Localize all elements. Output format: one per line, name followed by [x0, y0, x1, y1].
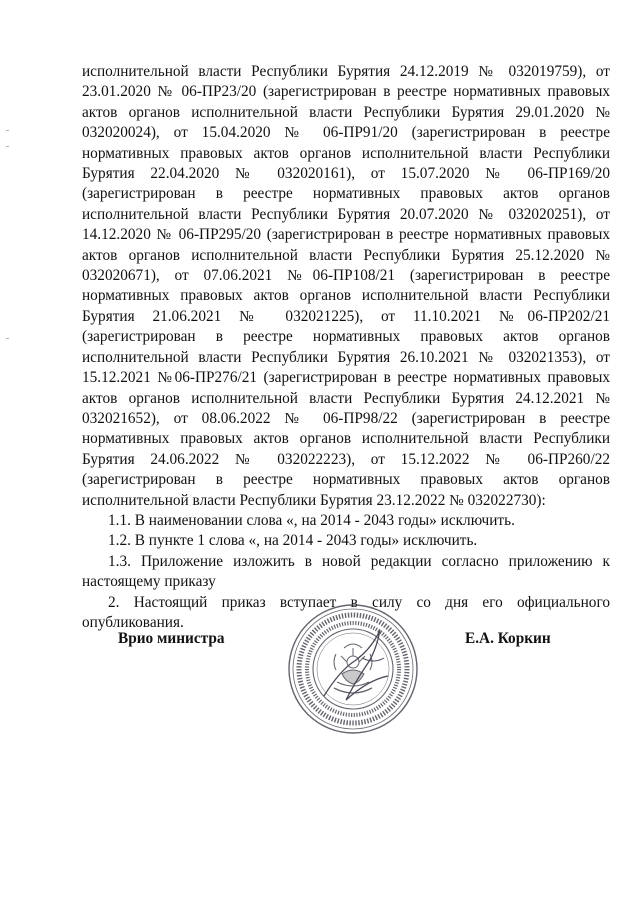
signatory-name: Е.А. Коркин [465, 630, 551, 647]
paragraph-amendments-list: исполнительной власти Республики Бурятия 24.12.2019 № 032019759), от 23.01.2020 № 06-ПР23/20 (зарегистрирован в реестре нормативных правовых актов органов исполнительной власти Республики Бурятия 29.01.2020 № 032020024), от 15.04.2020 № 06-ПР91/20 (зарегистрирован в реестре нормативных правовых актов органов исполнительной власти Республики Бурятия 22.04.2020 № 032020161), от 15.07.2020 № 06-ПР169/20 (зарегистрирован в реестре нормативных правовых актов органов исполнительной власти Республики Бурятия 20.07.2020 № 032020251), от 14.12.2020 № 06-ПР295/20 (зарегистрирован в реестре нормативных правовых актов органов исполнительной власти Республики Бурятия 25.12.2020 № 032020671), от 07.06.2021 №06-ПР108/21 (зарегистрирован в реестре нормативных правовых актов органов исполнительной власти Республики Бурятия 21.06.2021 № 032021225), от 11.10.2021 №06-ПР202/21 (зарегистрирован в реестре нормативных правовых актов органов исполнительной власти Республики Бурятия 26.10.2021 № 032021353), от 15.12.2021 №06-ПР276/21 (зарегистрирован в реестре нормативных правовых актов органов исполнительной власти Республики Бурятия 24.12.2021 № 032021652), от 08.06.2022 № 06-ПР98/22 (зарегистрирован в реестре нормативных правовых актов органов исполнительной власти Республики Бурятия 24.06.2022 № 032022223), от 15.12.2022 № 06-ПР260/22 (зарегистрирован в реестре нормативных правовых актов органов исполнительной власти Республики Бурятия 23.12.2022 № 032022730): [82, 63, 610, 509]
scan-mark [6, 146, 9, 147]
scan-mark [6, 130, 9, 131]
item-2: 2. Настоящий приказ вступает в силу со дня его официального опубликования. [82, 593, 610, 631]
item-1-1: 1.1. В наименовании слова «, на 2014 - 2043 годы» исключить. [108, 511, 515, 529]
item-1-2: 1.2. В пункте 1 слова «, на 2014 - 2043 годы» исключить. [108, 532, 478, 550]
seal-inner-ring [313, 629, 393, 709]
signature-block [0, 600, 640, 740]
document-body [82, 62, 610, 633]
scan-mark [6, 338, 9, 339]
signatory-title: Врио министра [118, 630, 225, 647]
handwritten-signature [324, 630, 388, 700]
official-seal [284, 600, 422, 738]
seal-middle-ring [293, 609, 413, 729]
item-1-3: 1.3. Приложение изложить в новой редакции согласно приложению к настоящему приказу [82, 552, 610, 591]
